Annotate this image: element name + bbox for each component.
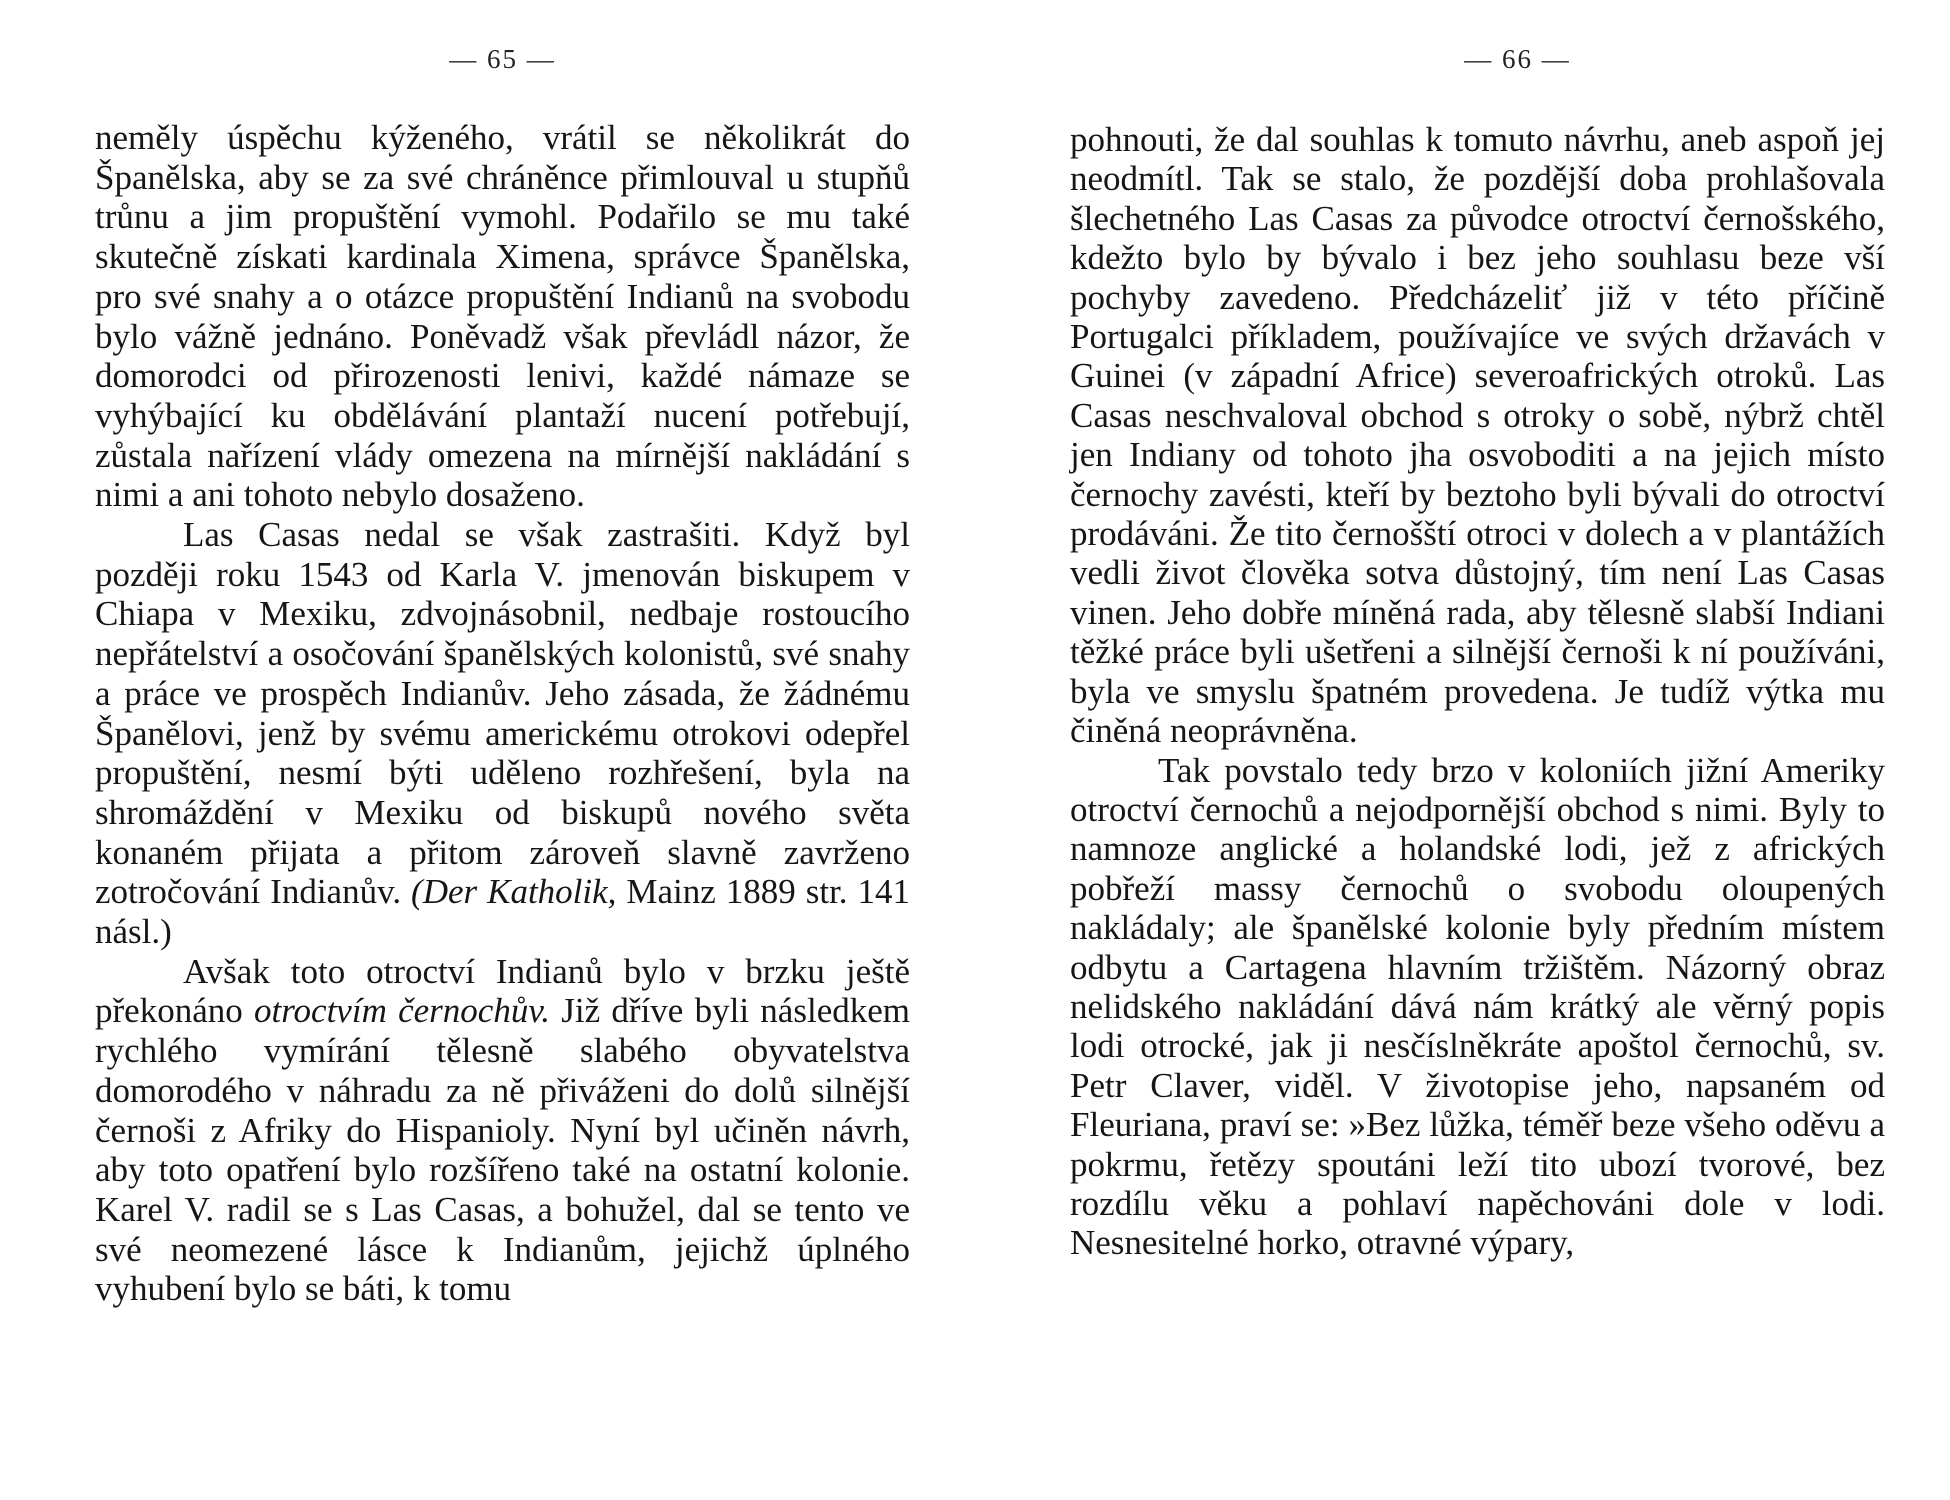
page-body xyxy=(1070,120,1885,1263)
paragraph-text: Již dříve byli následkem rychlého vymírání tělesně slabého obyvatelstva domorodého v náhradu za ně přiváženi do dolů silnější černoši z Afriky do Hispanioly. Nyní byl učiněn návrh, aby toto opatření bylo rozšířeno také na ostatní kolonie. Karel V. radil se s Las Casas, a bohužel, dal se tento ve své neomezené lásce k Indianům, jejichž úplného vyhubení bylo se báti, k tomu xyxy=(95,991,910,1309)
paragraph-text: Las Casas nedal se však zastrašiti. Když byl později roku 1543 od Karla V. jmenován biskupem v Chiapa v Mexiku, zdvojnásobnil, nedbaje rostoucího nepřátelství a osočování španělských kolonistů, své snahy a práce ve prospěch Indianův. Jeho zásada, že žádnému Španělovi, jenž by svému americkému otrokovi odepřel propuštění, nesmí býti uděleno rozhřešení, byla na shromáždění v Mexiku od biskupů nového světa konaném přijata a přitom zároveň slavně zavrženo zotročování Indianův. xyxy=(95,515,910,912)
paragraph-text: Avšak toto otroctví Indianů bylo v brzku ještě překonáno xyxy=(95,951,910,1031)
paragraph: neměly úspěchu kýženého, vrátil se několikrát do Španělska, aby se za své chráněnce přimlouval u stupňů trůnu a jim propuštění vymohl. Podařilo se mu také skutečně získati kardinala Ximena, správce Španělska, pro své snahy a o otázce propuštění Indianů na svobodu bylo vážně jednáno. Poněvadž však převládl názor, že domorodci od přirozenosti lenivi, každé námaze se vyhýbající ku obdělávání plantaží nucení potřebují, zůstala nařízení vlády omezena na mírnější nakládání s nimi a ani tohoto nebylo dosaženo. xyxy=(95,118,910,515)
right-page xyxy=(1070,0,1885,1500)
citation-title: (Der Katholik, xyxy=(411,872,617,912)
citation-details: Mainz 1889 str. 141 násl.) xyxy=(95,872,911,952)
left-page xyxy=(95,0,910,1500)
page-number: — 65 — xyxy=(449,44,556,74)
paragraph xyxy=(95,515,910,952)
paragraph: Tak povstalo tedy brzo v koloniích jižní Ameriky otroctví černochů a nejodpornější obchod s nimi. Byly to namnoze anglické a holandské lodi, jež z afrických pobřeží massy černochů o svobodu oloupených nakládaly; ale španělské kolonie byly předním místem odbytu a Cartagena hlavním tržištěm. Názorný obraz nelidského nakládání dává nám krátký ale věrný popis lodi otrocké, jak ji nesčíslněkráte apoštol černochů, sv. Petr Claver, viděl. V životopise jeho, napsaném od Fleuriana, praví se: »Bez lůžka, téměř beze všeho oděvu a pokrmu, řetězy spoutáni leží tito ubozí tvorové, bez rozdílu věku a pohlaví napěchováni dole v lodi. Nesnesitelné horko, otravné výpary, xyxy=(1070,750,1885,1263)
emphasis-text: otroctvím černochův. xyxy=(254,991,551,1031)
page-number: — 66 — xyxy=(1464,44,1571,74)
paragraph: pohnouti, že dal souhlas k tomuto návrhu, aneb aspoň jej neodmítl. Tak se stalo, že pozdější doba prohlašovala šlechetného Las Casas za původce otroctví černošského, kdežto bylo by bývalo i bez jeho souhlasu beze vší pochyby zavedeno. Předcházeliť již v této příčině Portugalci příkladem, používajíce ve svých državách v Guinei (v západní Africe) severoafrických otroků. Las Casas neschvaloval obchod s otroky o sobě, nýbrž chtěl jen Indiany od tohoto jha osvoboditi a na jejich místo černochy zavésti, kteří by beztoho byli bývali do otroctví prodáváni. Že tito černošští otroci v dolech a v plantážích vedli život člověka sotva důstojný, tím není Las Casas vinen. Jeho dobře míněná rada, aby tělesně slabší Indiani těžké práce byli ušetřeni a silnější černoši k ní používáni, byla ve smyslu špatném provedena. Je tudíž výtka mu činěná neoprávněna. xyxy=(1070,120,1885,751)
paragraph xyxy=(95,952,910,1309)
page-body xyxy=(95,118,910,1309)
